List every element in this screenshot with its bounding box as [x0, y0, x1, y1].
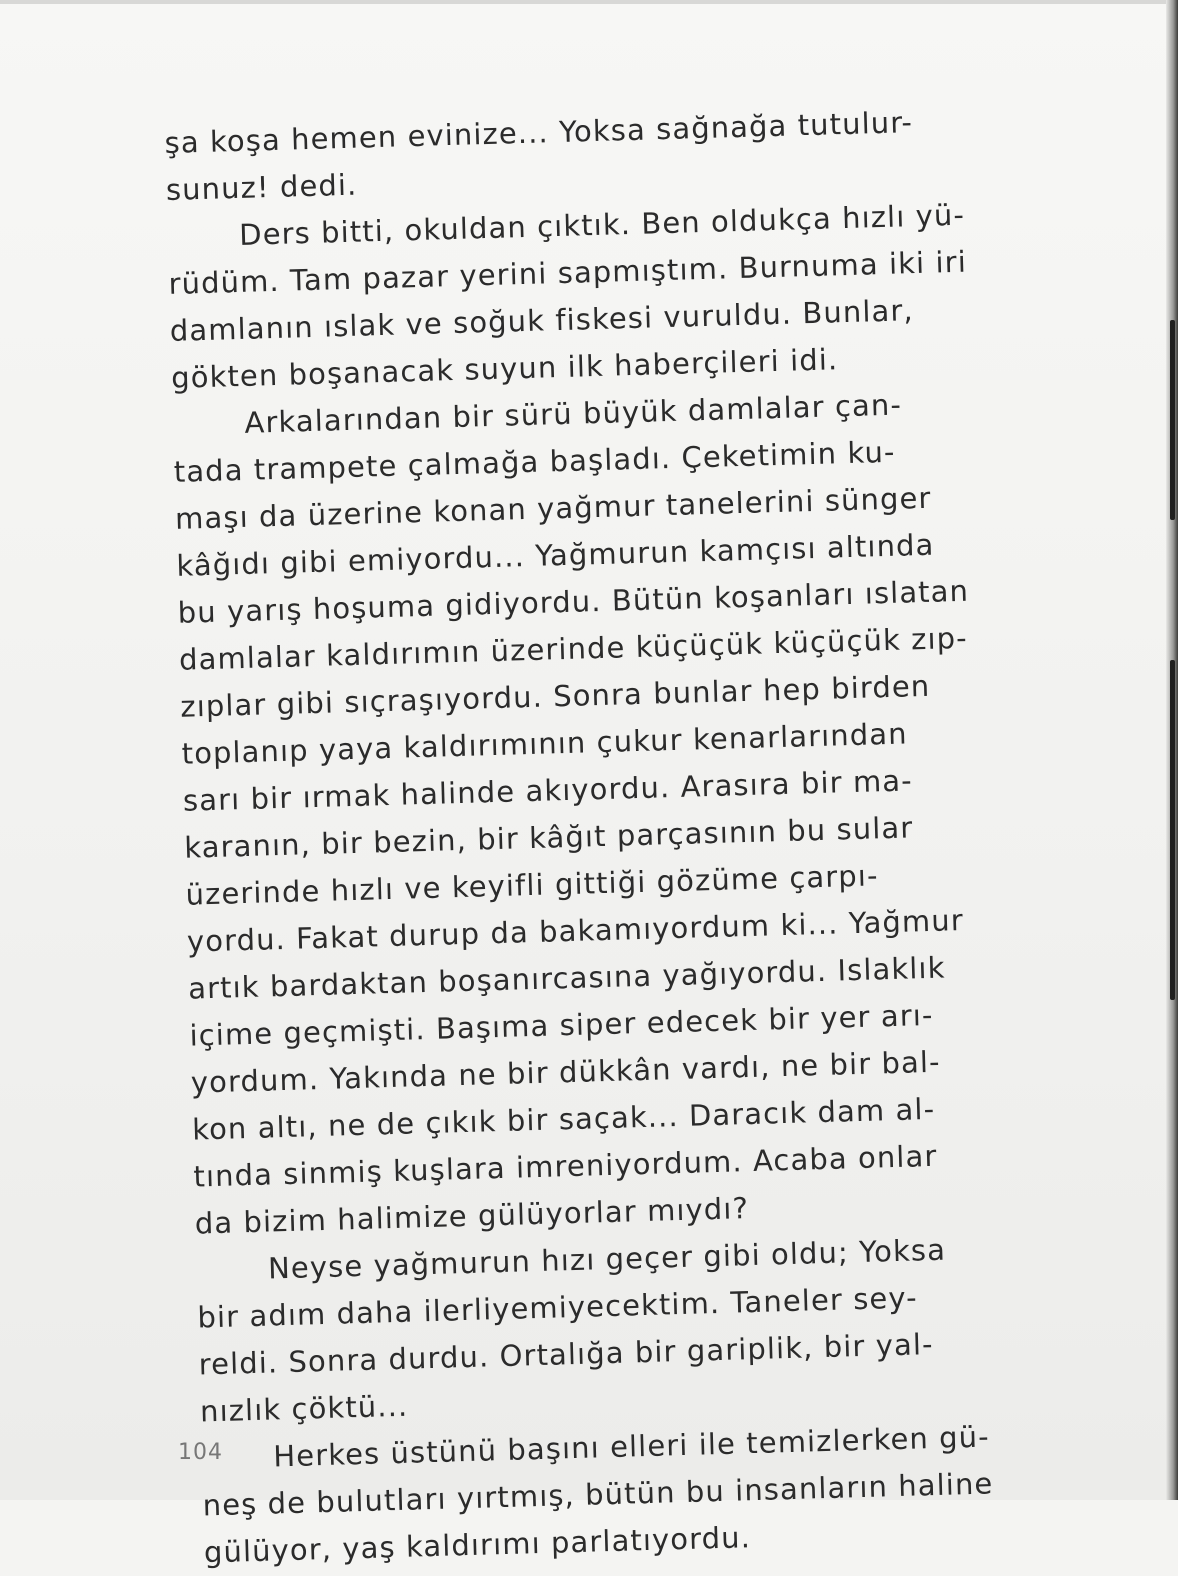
text-line: damlanın ıslak ve soğuk fiskesi vuruldu. Bunlar,: [169, 293, 915, 348]
page-edge-mark: [1170, 320, 1175, 520]
text-line: karanın, bir bezin, bir kâğıt parçasının bu sular: [183, 810, 914, 865]
text-line: içime geçmişti. Başıma siper edecek bir yer arı-: [189, 997, 934, 1053]
text-line: artık bardaktan boşanırcasına yağıyordu. Islaklık: [187, 950, 946, 1006]
text-line: tada trampete çalmağa başladı. Çeketimin ku-: [173, 434, 896, 489]
text-line: kon altı, ne de çıkık bir saçak... Daracık dam al-: [191, 1091, 936, 1147]
text-line: nızlık çöktü...: [199, 1388, 409, 1429]
top-rule: [0, 0, 1178, 4]
text-line: bir adım daha ilerliyemiyecektim. Taneler sey-: [196, 1280, 919, 1335]
text-line: Arkalarından bir sürü büyük damlalar çan-: [244, 387, 903, 440]
text-line: gülüyor, yaş kaldırımı parlatıyordu.: [203, 1520, 752, 1570]
text-line: damlalar kaldırımın üzerinde küçüçük küçüçük zıp-: [178, 620, 969, 677]
text-line: gökten boşanacak suyun ilk haberçileri idi.: [170, 342, 839, 395]
text-line: tında sinmiş kuşlara imreniyordum. Acaba onlar: [193, 1138, 938, 1194]
text-line: kâğıdı gibi emiyordu... Yağmurun kamçısı altında: [175, 527, 935, 583]
text-line: yordum. Yakında ne bir dükkân vardı, ne bir bal-: [190, 1044, 942, 1100]
text-line: Herkes üstünü başını elleri ile temizlerken gü-: [272, 1419, 991, 1474]
text-line: yordu. Fakat durup da bakamıyordum ki... Yağmur: [186, 902, 965, 959]
text-line: neş de bulutları yırtmış, bütün bu insanların haline: [202, 1466, 994, 1523]
text-line: rüdüm. Tam pazar yerini sapmıştım. Burnuma iki iri: [168, 244, 968, 301]
page-edge-mark: [1170, 660, 1175, 1000]
text-line: bu yarış hoşuma gidiyordu. Bütün koşanları ıslatan: [177, 573, 970, 630]
text-line: zıplar gibi sıçraşıyordu. Sonra bunlar hep birden: [179, 668, 931, 724]
body-text: [164, 96, 1054, 1576]
text-line: maşı da üzerine konan yağmur tanelerini sünger: [174, 480, 932, 536]
text-line: sarı bir ırmak halinde akıyordu. Arasıra bir ma-: [182, 763, 914, 818]
text-line: reldi. Sonra durdu. Ortalığa bir gariplik, bir yal-: [198, 1326, 934, 1382]
text-line: şa koşa hemen evinize... Yoksa sağnağa tutulur-: [164, 105, 914, 160]
text-line: sunuz! dedi.: [165, 167, 358, 207]
text-line: üzerinde hızlı ve keyifli gittiği gözüme çarpı-: [185, 858, 879, 912]
text-line: Neyse yağmurun hızı geçer gibi oldu; Yoksa: [267, 1232, 947, 1286]
text-line: toplanıp yaya kaldırımının çukur kenarlarından: [181, 716, 909, 771]
text-line: Ders bitti, okuldan çıktık. Ben oldukça hızlı yü-: [238, 197, 966, 252]
page-number: 104: [178, 1440, 223, 1465]
text-line: da bizim halimize gülüyorlar mıydı?: [194, 1191, 750, 1241]
